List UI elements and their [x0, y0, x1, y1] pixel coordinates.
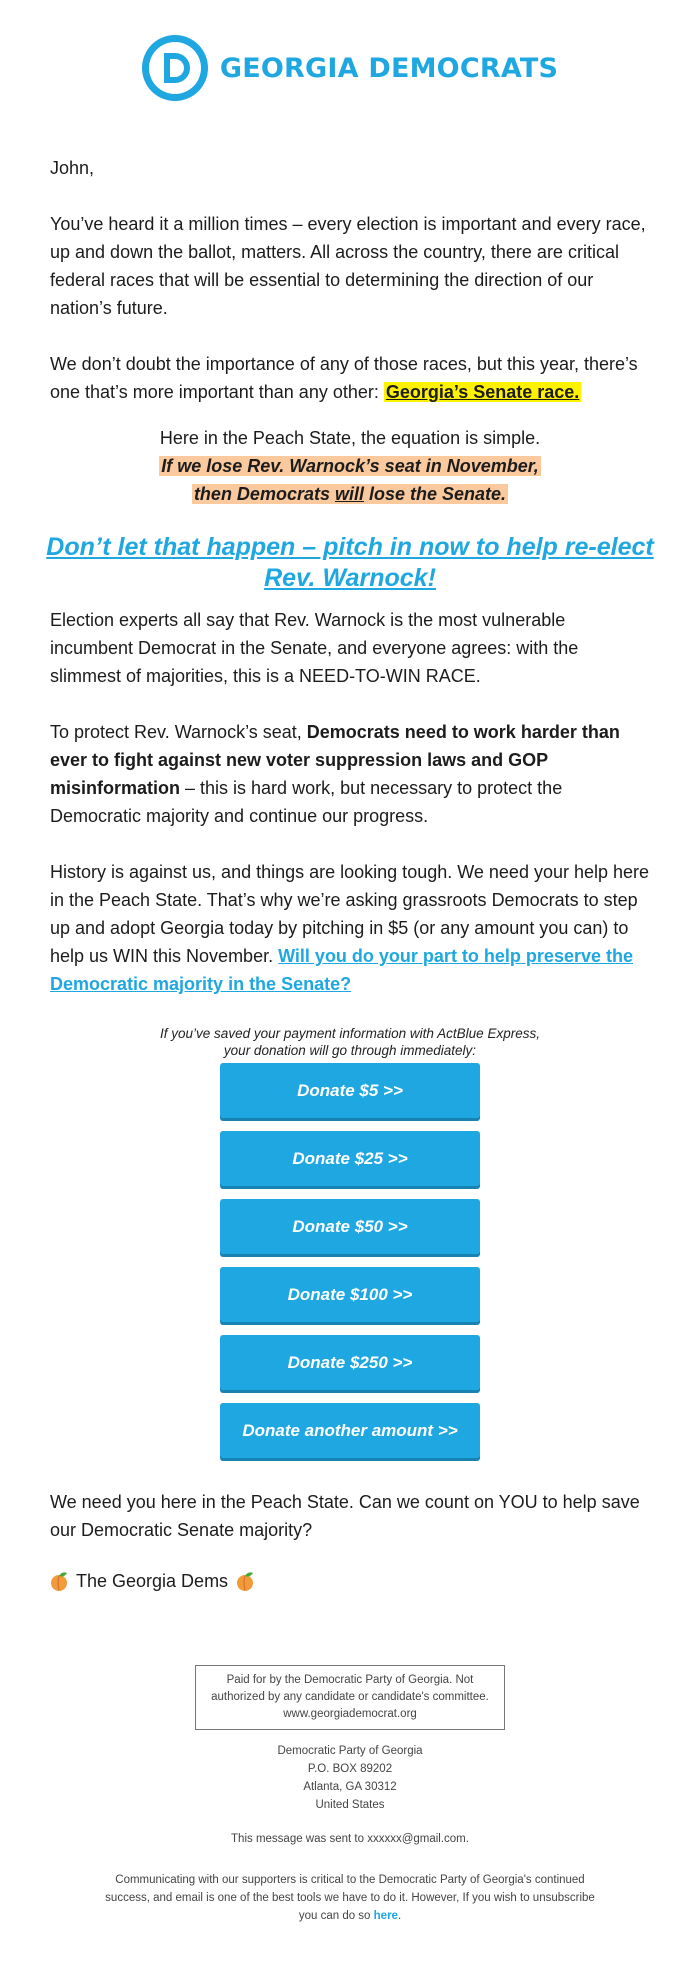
paragraph-3-text: Election experts all say that Rev. Warnock is the most vulnerable incumbent Democrat in the Senate, and everyone agrees: with the slimmest of majorities, this is a NEED-TO-WIN RACE. — [50, 610, 579, 686]
paragraph-1 — [50, 210, 650, 322]
paragraph-4-bold: Democrats need to work harder than ever to fight against new voter suppression laws and GOP misinformation — [50, 722, 620, 798]
equation-intro: Here in the Peach State, the equation is simple. — [159, 428, 541, 448]
unsubscribe-text: Communicating with our supporters is critical to the Democratic Party of Georgia's continued success, and email is one of the best tools we have to do it. However, If you wish to unsubscribe you can do so — [105, 1874, 595, 1922]
paragraph-2-text — [50, 350, 650, 406]
unsubscribe-notice — [100, 1871, 600, 1925]
preserve-majority-link[interactable]: Will you do your part to help preserve the Democratic majority in the Senate? — [50, 946, 633, 994]
paragraph-3 — [50, 606, 650, 690]
address-line: Democratic Party of Georgia — [277, 1745, 423, 1757]
paragraph-5-body: History is against us, and things are looking tough. We need your help here in the Peach State. That’s why we’re asking grassroots Democrats to step up and adopt Georgia today by pitching in $5 (or any amount you can) to help us WIN this November. — [50, 862, 650, 966]
paragraph-4-end: – this is hard work, but necessary to protect the Democratic majority and continue our progress. — [50, 778, 563, 826]
donate-another-amount-button[interactable]: Donate another amount >> — [220, 1403, 480, 1458]
closing-paragraph — [50, 1488, 650, 1544]
sent-to-suffix: . — [465, 1833, 469, 1845]
address-line: Atlanta, GA 30312 — [303, 1781, 397, 1793]
paragraph-4 — [50, 718, 650, 830]
peach-icon — [234, 1570, 256, 1592]
democrats-d-logo-icon — [142, 35, 208, 101]
paid-for-text: Paid for by the Democratic Party of Georgia. Not authorized by any candidate or candidate's committee. — [211, 1674, 489, 1703]
paragraph-4-text — [50, 718, 650, 830]
recipient-email: xxxxxx@gmail.com — [367, 1833, 466, 1845]
equation-line-2-end: lose the Senate. — [364, 484, 507, 504]
paragraph-2-body: We don’t doubt the importance of any of those races, but this year, there’s one that’s more important than any other: — [50, 354, 638, 402]
georgia-senate-race-highlight: Georgia’s Senate race. — [385, 382, 580, 402]
equation-line-2-emphasis: will — [334, 484, 364, 504]
equation-line-2 — [50, 480, 650, 508]
donate-250-button[interactable]: Donate $250 >> — [220, 1335, 480, 1390]
unsubscribe-link[interactable]: here — [373, 1910, 398, 1922]
mailing-address — [150, 1742, 550, 1814]
equation-block — [50, 424, 650, 508]
signoff-text: The Georgia Dems — [76, 1571, 229, 1591]
paragraph-5-text — [50, 858, 650, 998]
paid-for-disclaimer — [195, 1665, 505, 1730]
address-line: P.O. BOX 89202 — [307, 1763, 393, 1775]
paragraph-2 — [50, 350, 650, 406]
actblue-note-line-2: your donation will go through immediately: — [223, 1043, 477, 1058]
signoff — [48, 1567, 256, 1595]
actblue-note-line-1: If you’ve saved your payment information with ActBlue Express, — [160, 1026, 540, 1041]
sent-to-notice — [150, 1830, 550, 1848]
address-line: United States — [315, 1799, 385, 1811]
equation-line-1 — [50, 452, 650, 480]
website-text: www.georgiademocrat.org — [283, 1708, 417, 1720]
donate-50-button[interactable]: Donate $50 >> — [220, 1199, 480, 1254]
equation-line-2-start: then Democrats — [193, 484, 335, 504]
cta-headline-link[interactable]: Don’t let that happen – pitch in now to help re-elect Rev. Warnock! — [46, 533, 654, 592]
donate-25-button[interactable]: Donate $25 >> — [220, 1131, 480, 1186]
paragraph-4-start: To protect Rev. Warnock’s seat, — [50, 722, 307, 742]
georgia-democrats-logo[interactable] — [0, 34, 700, 102]
paragraph-1-text: You’ve heard it a million times – every election is important and every race, up and down the ballot, matters. All across the country, there are critical federal races that will be essential to determining the direction of our nation’s future. — [50, 214, 646, 318]
peach-icon — [48, 1570, 70, 1592]
actblue-express-note — [50, 1025, 650, 1059]
donate-100-button[interactable]: Donate $100 >> — [220, 1267, 480, 1322]
equation-line-1-text: If we lose Rev. Warnock’s seat in November, — [161, 456, 539, 476]
unsubscribe-end: . — [397, 1910, 402, 1922]
sent-to-prefix: This message was sent to — [231, 1833, 368, 1845]
closing-text: We need you here in the Peach State. Can we count on YOU to help save our Democratic Senate majority? — [50, 1492, 640, 1540]
equation-line-2-text — [192, 484, 508, 504]
greeting-text: John, — [50, 158, 95, 178]
logo-wordmark: GEORGIA DEMOCRATS — [219, 52, 559, 84]
paragraph-5 — [50, 858, 650, 998]
donate-5-button[interactable]: Donate $5 >> — [220, 1063, 480, 1118]
greeting — [50, 154, 650, 182]
